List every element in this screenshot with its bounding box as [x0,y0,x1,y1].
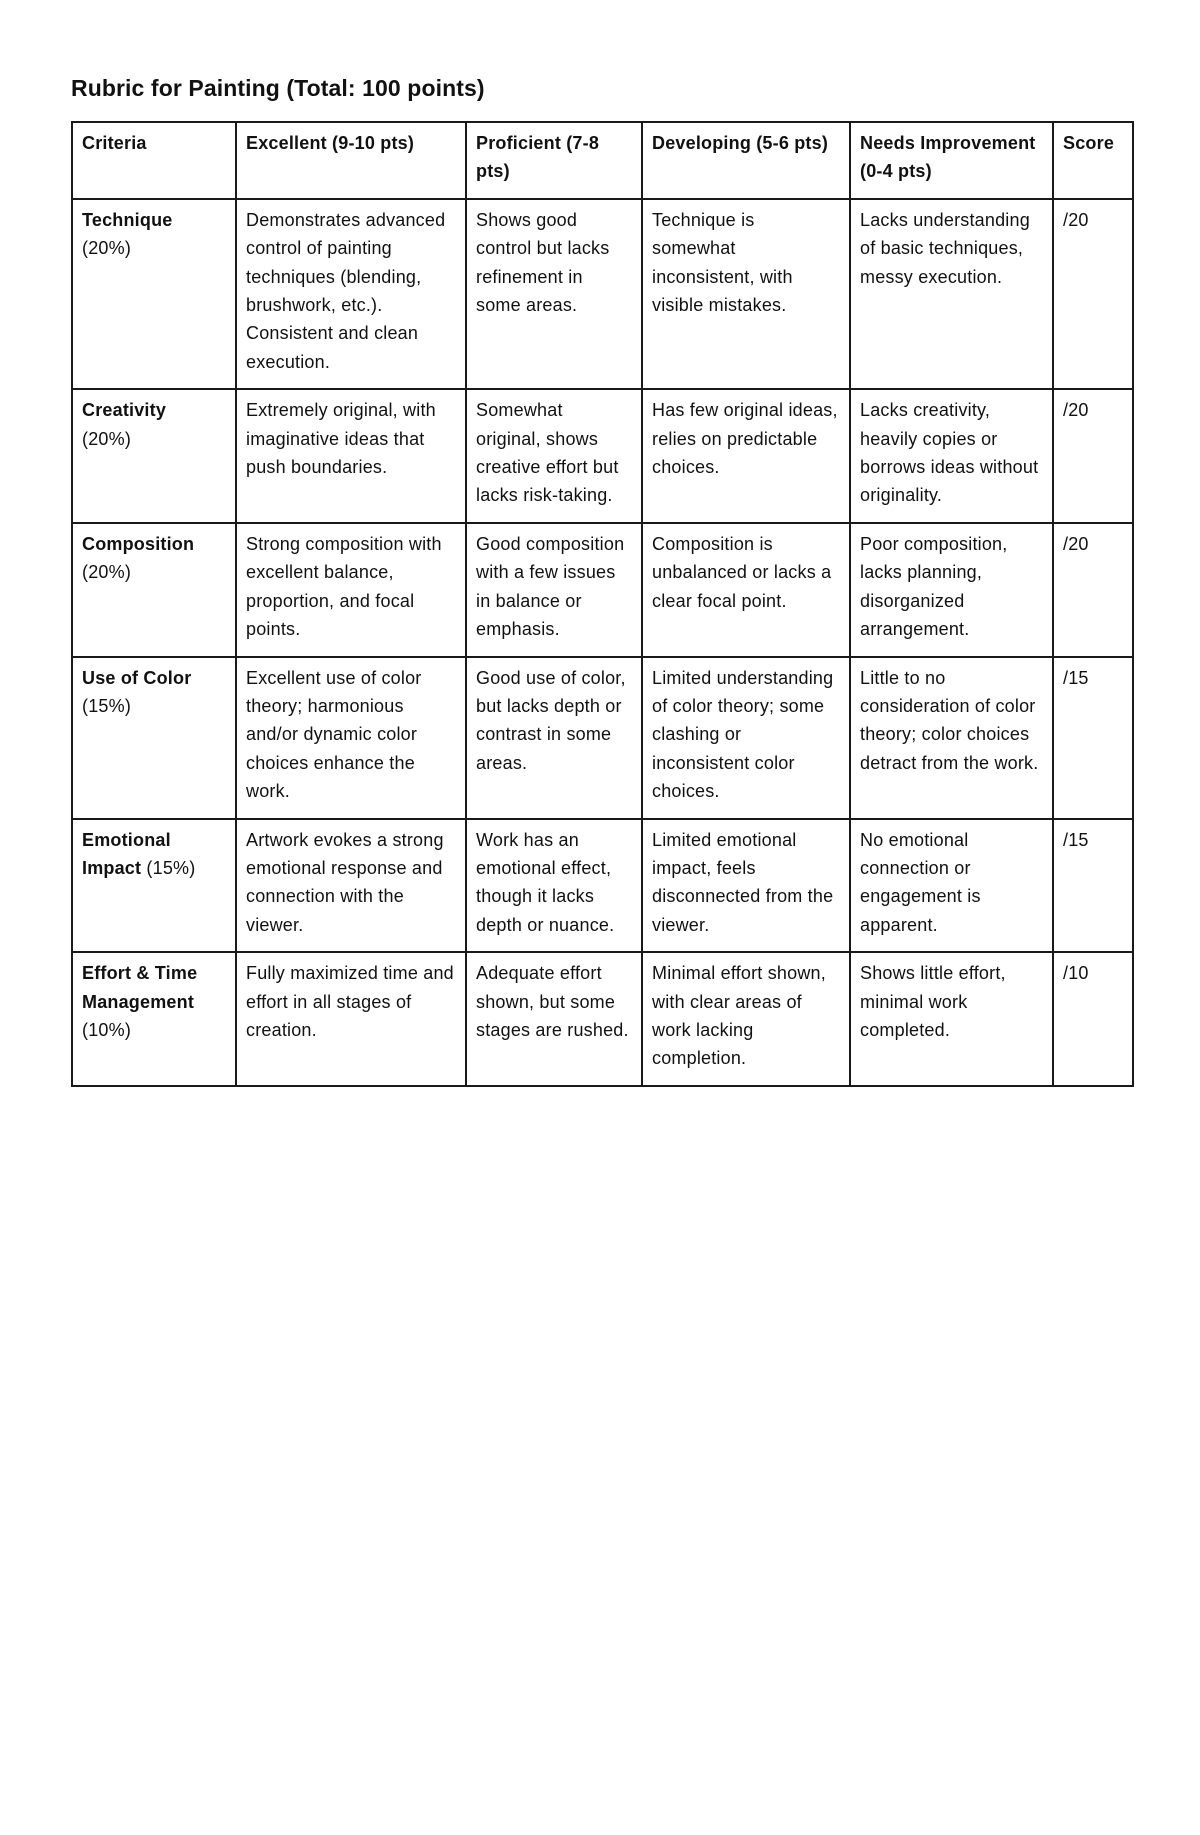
proficient-cell: Work has an emotional effect, though it lacks depth or nuance. [466,819,642,953]
table-row [72,657,1133,819]
table-row [72,952,1133,1086]
criterion-cell [72,657,236,819]
criterion-name: Use of Color [82,667,192,688]
criterion-cell [72,389,236,523]
criterion-weight: (20%) [82,238,132,259]
needs-improvement-cell: No emotional connection or engagement is apparent. [850,819,1053,953]
criterion-name: Effort & Time Management [82,963,198,1012]
criterion-cell [72,523,236,657]
document-title: Rubric for Painting (Total: 100 points) [71,75,485,101]
excellent-cell: Demonstrates advanced control of painting techniques (blending, brushwork, etc.). Consistent and clean execution. [236,199,466,389]
header-developing: Developing (5-6 pts) [642,122,850,199]
criterion-cell [72,819,236,953]
needs-improvement-cell: Poor composition, lacks planning, disorganized arrangement. [850,523,1053,657]
header-needs-improvement: Needs Improvement (0-4 pts) [850,122,1053,199]
excellent-cell: Strong composition with excellent balance, proportion, and focal points. [236,523,466,657]
developing-cell: Composition is unbalanced or lacks a clear focal point. [642,523,850,657]
criterion-weight: (20%) [82,562,132,583]
header-proficient: Proficient (7-8 pts) [466,122,642,199]
table-row [72,199,1133,389]
header-excellent: Excellent (9-10 pts) [236,122,466,199]
criterion-weight: (15%) [82,695,132,716]
header-score: Score [1053,122,1133,199]
proficient-cell: Shows good control but lacks refinement in some areas. [466,199,642,389]
score-cell: /20 [1053,389,1133,523]
needs-improvement-cell: Little to no consideration of color theory; color choices detract from the work. [850,657,1053,819]
needs-improvement-cell: Lacks understanding of basic techniques, messy execution. [850,199,1053,389]
header-criteria: Criteria [72,122,236,199]
rubric-table [71,121,1134,1087]
excellent-cell: Excellent use of color theory; harmonious and/or dynamic color choices enhance the work. [236,657,466,819]
needs-improvement-cell: Shows little effort, minimal work completed. [850,952,1053,1086]
header-row [72,122,1133,199]
criterion-name: Composition [82,533,195,554]
score-cell: /20 [1053,199,1133,389]
score-cell: /15 [1053,819,1133,953]
excellent-cell: Fully maximized time and effort in all stages of creation. [236,952,466,1086]
score-cell: /15 [1053,657,1133,819]
proficient-cell: Good use of color, but lacks depth or contrast in some areas. [466,657,642,819]
proficient-cell: Adequate effort shown, but some stages are rushed. [466,952,642,1086]
excellent-cell: Extremely original, with imaginative ideas that push boundaries. [236,389,466,523]
criterion-weight: (10%) [82,1019,132,1040]
criterion-weight: (15%) [146,857,196,878]
table-row [72,523,1133,657]
table-row [72,389,1133,523]
score-cell: /10 [1053,952,1133,1086]
criterion-name: Emotional Impact [82,829,171,878]
needs-improvement-cell: Lacks creativity, heavily copies or borrows ideas without originality. [850,389,1053,523]
developing-cell: Technique is somewhat inconsistent, with visible mistakes. [642,199,850,389]
developing-cell: Limited understanding of color theory; some clashing or inconsistent color choices. [642,657,850,819]
proficient-cell: Somewhat original, shows creative effort but lacks risk-taking. [466,389,642,523]
criterion-name: Creativity [82,400,167,421]
criterion-name: Technique [82,209,173,230]
score-cell: /20 [1053,523,1133,657]
developing-cell: Has few original ideas, relies on predictable choices. [642,389,850,523]
proficient-cell: Good composition with a few issues in balance or emphasis. [466,523,642,657]
excellent-cell: Artwork evokes a strong emotional response and connection with the viewer. [236,819,466,953]
criterion-cell [72,952,236,1086]
criterion-weight: (20%) [82,428,132,449]
developing-cell: Limited emotional impact, feels disconnected from the viewer. [642,819,850,953]
developing-cell: Minimal effort shown, with clear areas of work lacking completion. [642,952,850,1086]
table-row [72,819,1133,953]
criterion-cell [72,199,236,389]
